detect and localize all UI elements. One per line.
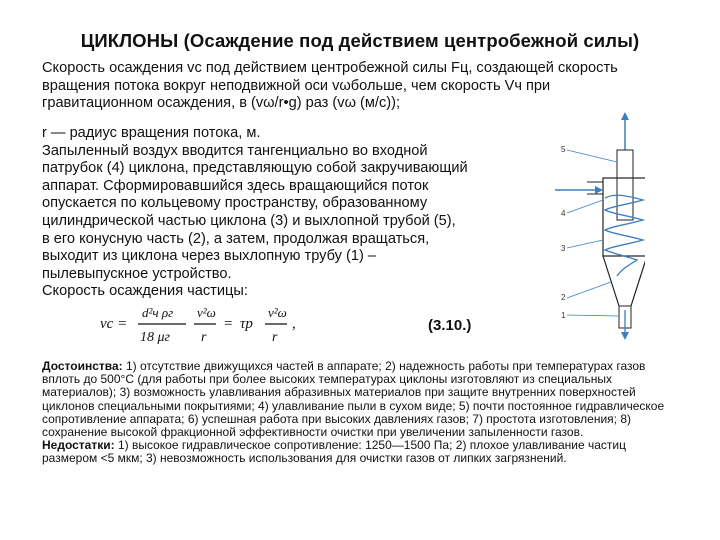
leader-line <box>567 150 617 162</box>
advantages-heading: Достоинства: <box>42 359 123 373</box>
leader-line <box>567 240 603 248</box>
formula-eq: = <box>224 316 233 332</box>
cyclone-cone <box>603 256 645 306</box>
formula-lhs: vс = <box>100 316 128 332</box>
formula-number: (3.10.) <box>428 317 472 334</box>
leader-line <box>567 315 619 316</box>
body-line: опускается по кольцевому пространству, образованному <box>42 195 428 212</box>
body-line: в его конусную часть (2), а затем, продолжая вращаться, <box>42 230 430 247</box>
body-line: выходит из циклона через выхлопную трубу (1) – <box>42 248 377 265</box>
spiral-flow <box>605 195 643 276</box>
cyclone-diagram <box>525 110 645 350</box>
outlet-arrow-head <box>621 112 629 120</box>
leader-line <box>567 200 603 213</box>
exhaust-pipe <box>617 150 633 220</box>
intro-line-1: Скорость осаждения vс под действием центробежной силы Fц, создающей скорость <box>42 60 618 76</box>
body-line: r — радиус вращения потока, м. <box>42 125 261 141</box>
formula-tau: τр <box>240 316 253 332</box>
inlet-arrow-head <box>595 186 603 194</box>
label-1: 1 <box>561 311 566 320</box>
settling-velocity-formula <box>100 300 570 348</box>
intro-line-3: гравитационном осаждения, в (vω/r•g) раз (vω (м/с)); <box>42 95 401 112</box>
page-title: ЦИКЛОНЫ (Осаждение под действием центробежной силы) <box>80 30 640 51</box>
label-4: 4 <box>561 209 566 218</box>
formula-den3: r <box>272 330 278 345</box>
intro-line-2: вращения потока вокруг неподвижной оси vωбольше, чем скорость Vч при <box>42 77 551 94</box>
label-5: 5 <box>561 145 566 154</box>
label-3: 3 <box>561 244 566 253</box>
advantages-paragraph <box>42 360 682 439</box>
body-line: аппарат. Сформировавшийся здесь вращающийся поток <box>42 177 429 194</box>
body-line: Скорость осаждения частицы: <box>42 283 248 300</box>
formula-comma: , <box>292 316 296 332</box>
pros-cons-block <box>42 360 682 466</box>
body-line: пылевыпускное устройство. <box>42 265 232 282</box>
body-line: Запыленный воздух вводится тангенциально во входной <box>42 142 428 159</box>
formula-den2: r <box>201 330 207 345</box>
disadvantages-heading: Недостатки: <box>42 438 115 453</box>
body-line: патрубок (4) циклона, представляющую собой закручивающий <box>42 160 468 177</box>
formula-num3: v²ω <box>268 305 287 320</box>
description-block <box>42 125 542 301</box>
body-line: цилиндрической частью циклона (3) и выхлопной трубой (5), <box>42 212 456 229</box>
dust-arrow-head <box>621 332 629 340</box>
intro-paragraph <box>42 60 682 113</box>
formula-num2: v²ω <box>197 305 216 320</box>
label-2: 2 <box>561 293 566 302</box>
disadvantages-text: 1) высокое гидравлическое сопротивление: 1250—1500 Па; 2) плохое улавливание частиц размером <5 мкм; 3) невозможность использования для очистки газов от липких загрязнений. <box>42 438 626 466</box>
disadvantages-paragraph <box>42 439 682 465</box>
formula-den1: 18 μг <box>140 330 170 345</box>
leader-line <box>567 282 611 298</box>
formula-num1: d²ч ρг <box>142 305 174 320</box>
advantages-text: 1) отсутствие движущихся частей в аппарате; 2) надежность работы при температурах газов вплоть до 500°С (для работы при более высоких температурах циклоны изготовляют из специальных материалов); 3) возможность улавливания абразивных материалов при защите внутренних поверхностей циклонов специальными покрытиями; 4) улавливание пыли в сухом виде; 5) почти постоянное гидравлическое сопротивление аппарата; 6) успешная работа при высоких давлениях газов; 7) простота изготовления; 8) сохранение высокой фракционной эффективности очистки при увеличении запыленности газов. <box>42 359 665 440</box>
